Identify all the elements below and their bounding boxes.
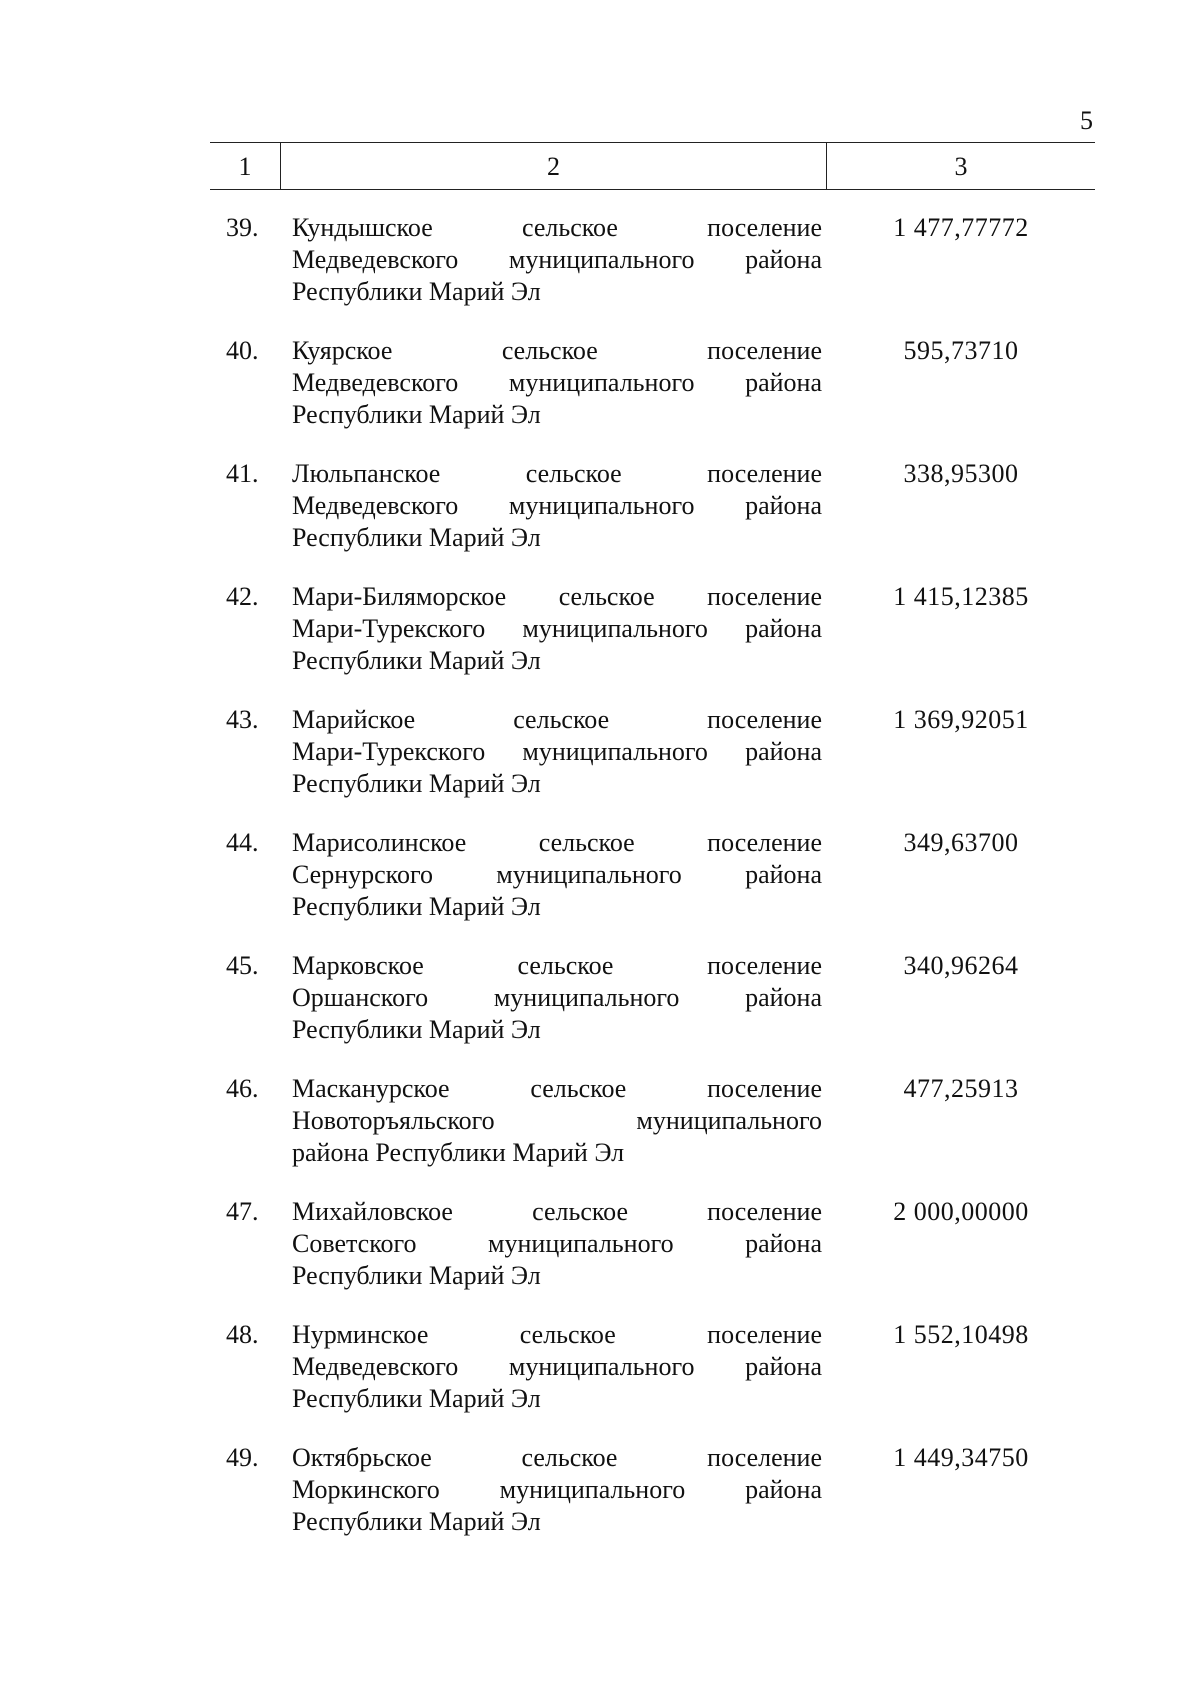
- name-line: Республики Марий Эл: [292, 892, 541, 921]
- amount: 1 415,12385: [893, 582, 1029, 611]
- name-line: Новоторъяльского муниципального: [292, 1106, 822, 1135]
- row-number: 45.: [226, 951, 259, 980]
- name-line: Куярское сельское поселение: [292, 336, 822, 365]
- row-number: 42.: [226, 582, 259, 611]
- row-number: 47.: [226, 1197, 259, 1226]
- name-line: Мари-Биляморское сельское поселение: [292, 582, 822, 611]
- table-row: [210, 1319, 1095, 1431]
- row-number: 46.: [226, 1074, 259, 1103]
- row-number: 41.: [226, 459, 259, 488]
- name-line: Республики Марий Эл: [292, 1507, 541, 1536]
- settlement-name: [292, 950, 822, 1046]
- name-line: Мари-Турекского муниципального района: [292, 614, 822, 643]
- amount: 1 477,77772: [893, 213, 1029, 242]
- table-row: [210, 827, 1095, 939]
- name-line: Октябрьское сельское поселение: [292, 1443, 822, 1472]
- row-number: 44.: [226, 828, 259, 857]
- name-line: Республики Марий Эл: [292, 769, 541, 798]
- row-number: 40.: [226, 336, 259, 365]
- settlement-name: [292, 1073, 822, 1169]
- amount: 1 552,10498: [893, 1320, 1029, 1349]
- name-line: Республики Марий Эл: [292, 1384, 541, 1413]
- name-line: Оршанского муниципального района: [292, 983, 822, 1012]
- table-header: [210, 142, 1095, 190]
- amount: 2 000,00000: [893, 1197, 1029, 1226]
- table-row: [210, 335, 1095, 447]
- name-line: Республики Марий Эл: [292, 400, 541, 429]
- name-line: Республики Марий Эл: [292, 523, 541, 552]
- name-line: Масканурское сельское поселение: [292, 1074, 822, 1103]
- name-line: Советского муниципального района: [292, 1229, 822, 1258]
- settlement-name: [292, 827, 822, 923]
- amount: 595,73710: [903, 336, 1019, 365]
- table-row: [210, 212, 1095, 324]
- header-col-2: 2: [280, 143, 827, 189]
- name-line: Республики Марий Эл: [292, 1261, 541, 1290]
- name-line: Моркинского муниципального района: [292, 1475, 822, 1504]
- name-line: Марковское сельское поселение: [292, 951, 822, 980]
- name-line: Михайловское сельское поселение: [292, 1197, 822, 1226]
- name-line: Сернурского муниципального района: [292, 860, 822, 889]
- table-row: [210, 1442, 1095, 1554]
- amount: 338,95300: [903, 459, 1019, 488]
- table-row: [210, 1196, 1095, 1308]
- row-number: 43.: [226, 705, 259, 734]
- settlement-name: [292, 704, 822, 800]
- table-row: [210, 704, 1095, 816]
- amount: 349,63700: [903, 828, 1019, 857]
- header-col-3: 3: [954, 152, 968, 181]
- page-number: 5: [1080, 106, 1093, 135]
- name-line: Мари-Турекского муниципального района: [292, 737, 822, 766]
- name-line: Медведевского муниципального района: [292, 1352, 822, 1381]
- name-line: Кундышское сельское поселение: [292, 213, 822, 242]
- name-line: Республики Марий Эл: [292, 1015, 541, 1044]
- header-col-1: 1: [238, 152, 252, 181]
- name-line: Марисолинское сельское поселение: [292, 828, 822, 857]
- settlement-name: [292, 1196, 822, 1292]
- name-line: Республики Марий Эл: [292, 277, 541, 306]
- amount: 477,25913: [903, 1074, 1019, 1103]
- name-line: Медведевского муниципального района: [292, 368, 822, 397]
- amount: 340,96264: [903, 951, 1019, 980]
- settlement-name: [292, 212, 822, 308]
- settlement-name: [292, 1319, 822, 1415]
- name-line: Республики Марий Эл: [292, 646, 541, 675]
- name-line: Нурминское сельское поселение: [292, 1320, 822, 1349]
- name-line: Люльпанское сельское поселение: [292, 459, 822, 488]
- row-number: 49.: [226, 1443, 259, 1472]
- settlement-name: [292, 1442, 822, 1538]
- amount: 1 369,92051: [893, 705, 1029, 734]
- table-row: [210, 950, 1095, 1062]
- table-row: [210, 581, 1095, 693]
- table-row: [210, 1073, 1095, 1185]
- settlement-name: [292, 335, 822, 431]
- name-line: района Республики Марий Эл: [292, 1138, 625, 1167]
- amount: 1 449,34750: [893, 1443, 1029, 1472]
- row-number: 48.: [226, 1320, 259, 1349]
- name-line: Марийское сельское поселение: [292, 705, 822, 734]
- settlement-name: [292, 581, 822, 677]
- row-number: 39.: [226, 213, 259, 242]
- settlement-name: [292, 458, 822, 554]
- name-line: Медведевского муниципального района: [292, 245, 822, 274]
- table-row: [210, 458, 1095, 570]
- name-line: Медведевского муниципального района: [292, 491, 822, 520]
